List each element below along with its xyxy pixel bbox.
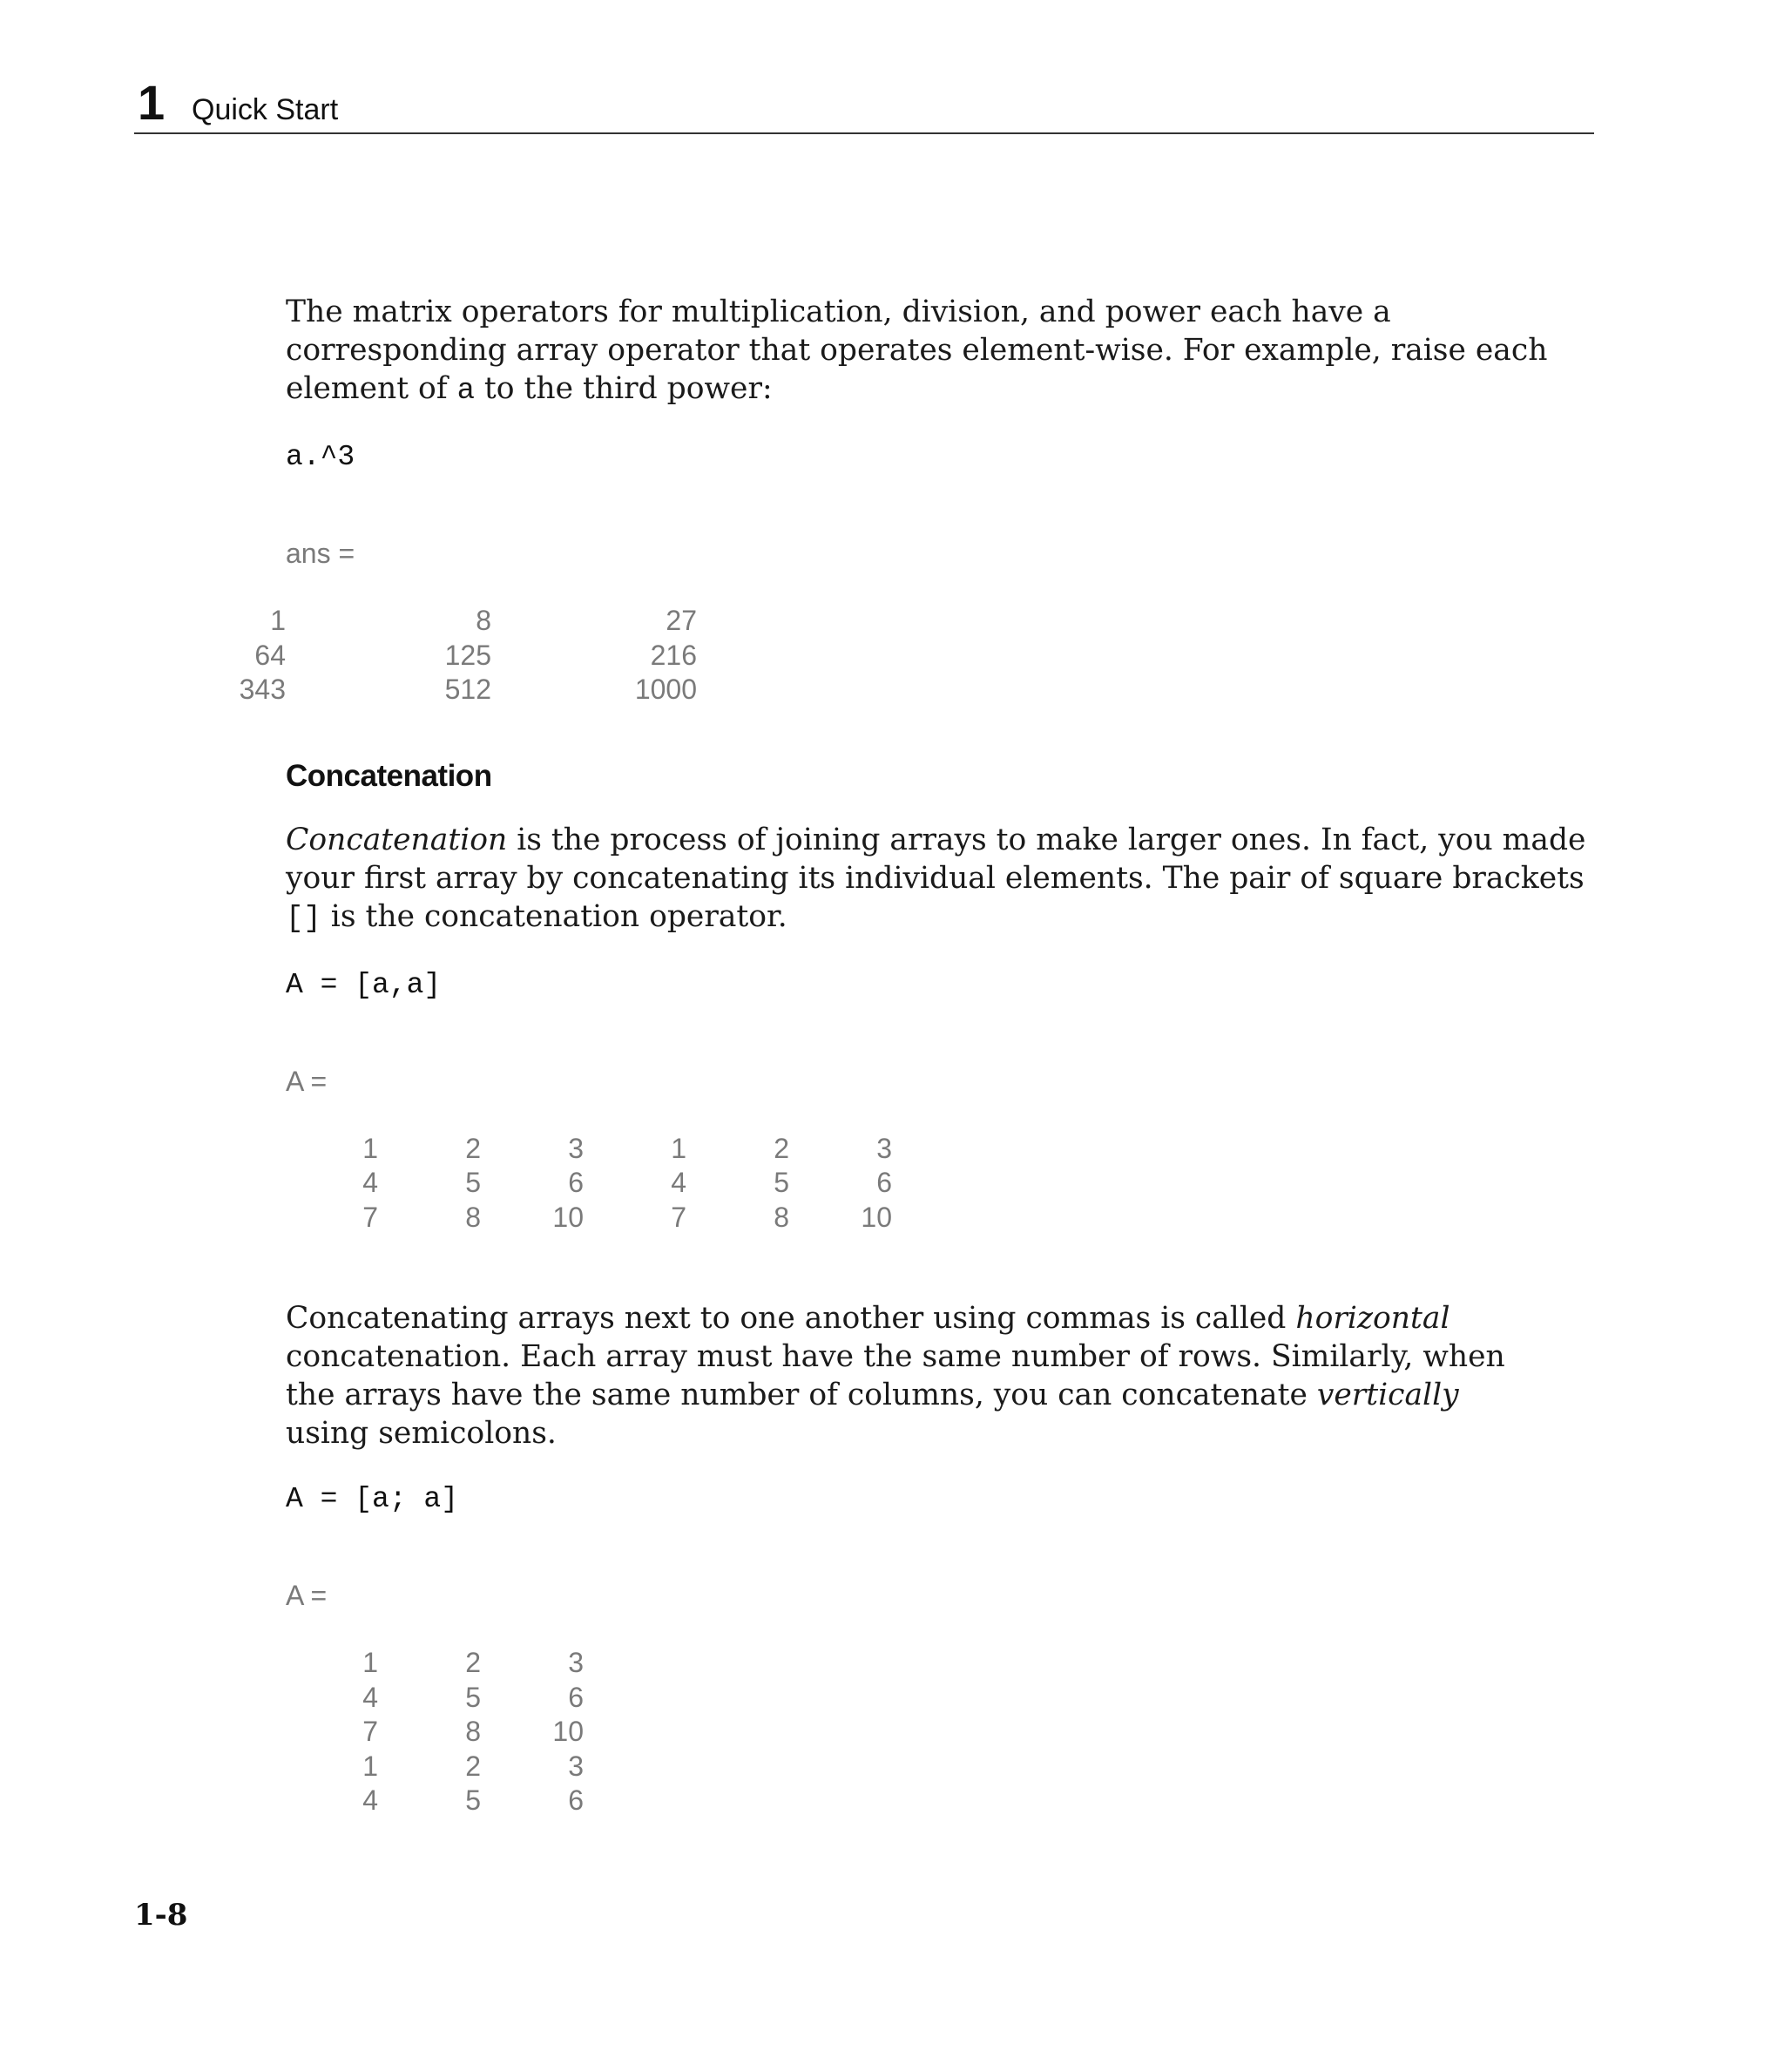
matrix-cell: 7 (362, 1716, 378, 1747)
output-label: A = (286, 1065, 328, 1097)
code-example: A = [a; a] (286, 1483, 459, 1515)
inline-code: a (456, 375, 475, 408)
output-label: ans = (286, 538, 355, 569)
matrix-row (275, 1715, 1610, 1750)
text-run: The matrix operators for multiplication, division, and power each have a corresponding array operator that operates element-wise. For example, raise each element of (286, 295, 1548, 406)
emphasis: horizontal (1295, 1301, 1450, 1336)
emphasis: Concatenation (286, 822, 508, 857)
matrix-cell: 1 (362, 1132, 378, 1164)
matrix-cell: 8 (465, 1716, 481, 1747)
matrix-cell: 10 (861, 1201, 892, 1233)
matrix-row (275, 1132, 1610, 1167)
inline-code: [] (286, 902, 321, 936)
section-heading: Concatenation (286, 758, 492, 793)
text-run: concatenation. Each array must have the same number of rows. Similarly, when the arrays have the same number of columns, you can concatenate (286, 1339, 1505, 1412)
matrix-cell: 5 (465, 1784, 481, 1816)
output-matrix (275, 1646, 1610, 1818)
matrix-cell: 125 (444, 639, 491, 671)
chapter-number: 1 (138, 75, 166, 130)
matrix-row (275, 1201, 1610, 1236)
emphasis: vertically (1316, 1378, 1459, 1412)
code-example: a.^3 (286, 441, 355, 473)
text-run: is the concatenation operator. (321, 898, 787, 934)
matrix-row (275, 1646, 1610, 1681)
matrix-cell: 1000 (634, 674, 697, 705)
matrix-cell: 5 (465, 1681, 481, 1713)
matrix-row (275, 1166, 1610, 1201)
page-number: 1-8 (134, 1898, 188, 1933)
matrix-cell: 1 (270, 605, 286, 636)
matrix-cell: 2 (465, 1647, 481, 1678)
text-run: using semicolons. (286, 1416, 557, 1451)
matrix-cell: 3 (568, 1750, 584, 1782)
matrix-cell: 8 (465, 1201, 481, 1233)
output-label: A = (286, 1580, 328, 1611)
matrix-cell: 8 (476, 605, 491, 636)
page-content (239, 293, 1610, 1818)
text-run: is the process of joining arrays to make larger ones. In fact, you made your first array by concatenating its individual elements. The pair of square brackets (286, 822, 1586, 896)
matrix-cell: 3 (568, 1132, 584, 1164)
matrix-cell: 4 (362, 1784, 378, 1816)
matrix-cell: 5 (465, 1167, 481, 1198)
page-header (134, 77, 1594, 134)
text-run: to the third power: (474, 371, 773, 406)
matrix-cell: 10 (552, 1201, 584, 1233)
chapter-title: Quick Start (192, 93, 339, 126)
matrix-cell: 1 (362, 1647, 378, 1678)
text-run: Concatenating arrays next to one another using commas is called (286, 1301, 1296, 1336)
matrix-cell: 512 (444, 674, 491, 705)
matrix-cell: 5 (774, 1167, 789, 1198)
matrix-cell: 2 (774, 1132, 789, 1164)
matrix-cell: 6 (568, 1784, 584, 1816)
matrix-row (80, 673, 1610, 708)
matrix-cell: 64 (254, 639, 286, 671)
matrix-cell: 2 (465, 1132, 481, 1164)
matrix-cell: 6 (568, 1681, 584, 1713)
output-matrix (80, 604, 1610, 708)
intro-paragraph (286, 293, 1566, 410)
matrix-cell: 3 (568, 1647, 584, 1678)
matrix-cell: 4 (362, 1167, 378, 1198)
matrix-row (275, 1681, 1610, 1716)
matrix-cell: 343 (239, 674, 286, 705)
matrix-row (275, 1750, 1610, 1784)
matrix-cell: 1 (362, 1750, 378, 1782)
matrix-cell: 3 (876, 1132, 892, 1164)
output-matrix (275, 1132, 1610, 1236)
matrix-cell: 4 (671, 1167, 686, 1198)
matrix-cell: 6 (568, 1167, 584, 1198)
matrix-cell: 4 (362, 1681, 378, 1713)
matrix-row (80, 604, 1610, 639)
horizontal-vertical-paragraph (286, 1299, 1505, 1452)
matrix-cell: 1 (671, 1132, 686, 1164)
matrix-cell: 6 (876, 1167, 892, 1198)
matrix-cell: 7 (671, 1201, 686, 1233)
matrix-cell: 216 (650, 639, 697, 671)
matrix-cell: 7 (362, 1201, 378, 1233)
matrix-cell: 2 (465, 1750, 481, 1782)
code-example: A = [a,a] (286, 968, 442, 1001)
matrix-cell: 10 (552, 1716, 584, 1747)
concatenation-paragraph (286, 821, 1601, 938)
matrix-cell: 8 (774, 1201, 789, 1233)
matrix-row (275, 1784, 1610, 1818)
matrix-row (80, 639, 1610, 674)
matrix-cell: 27 (666, 605, 697, 636)
